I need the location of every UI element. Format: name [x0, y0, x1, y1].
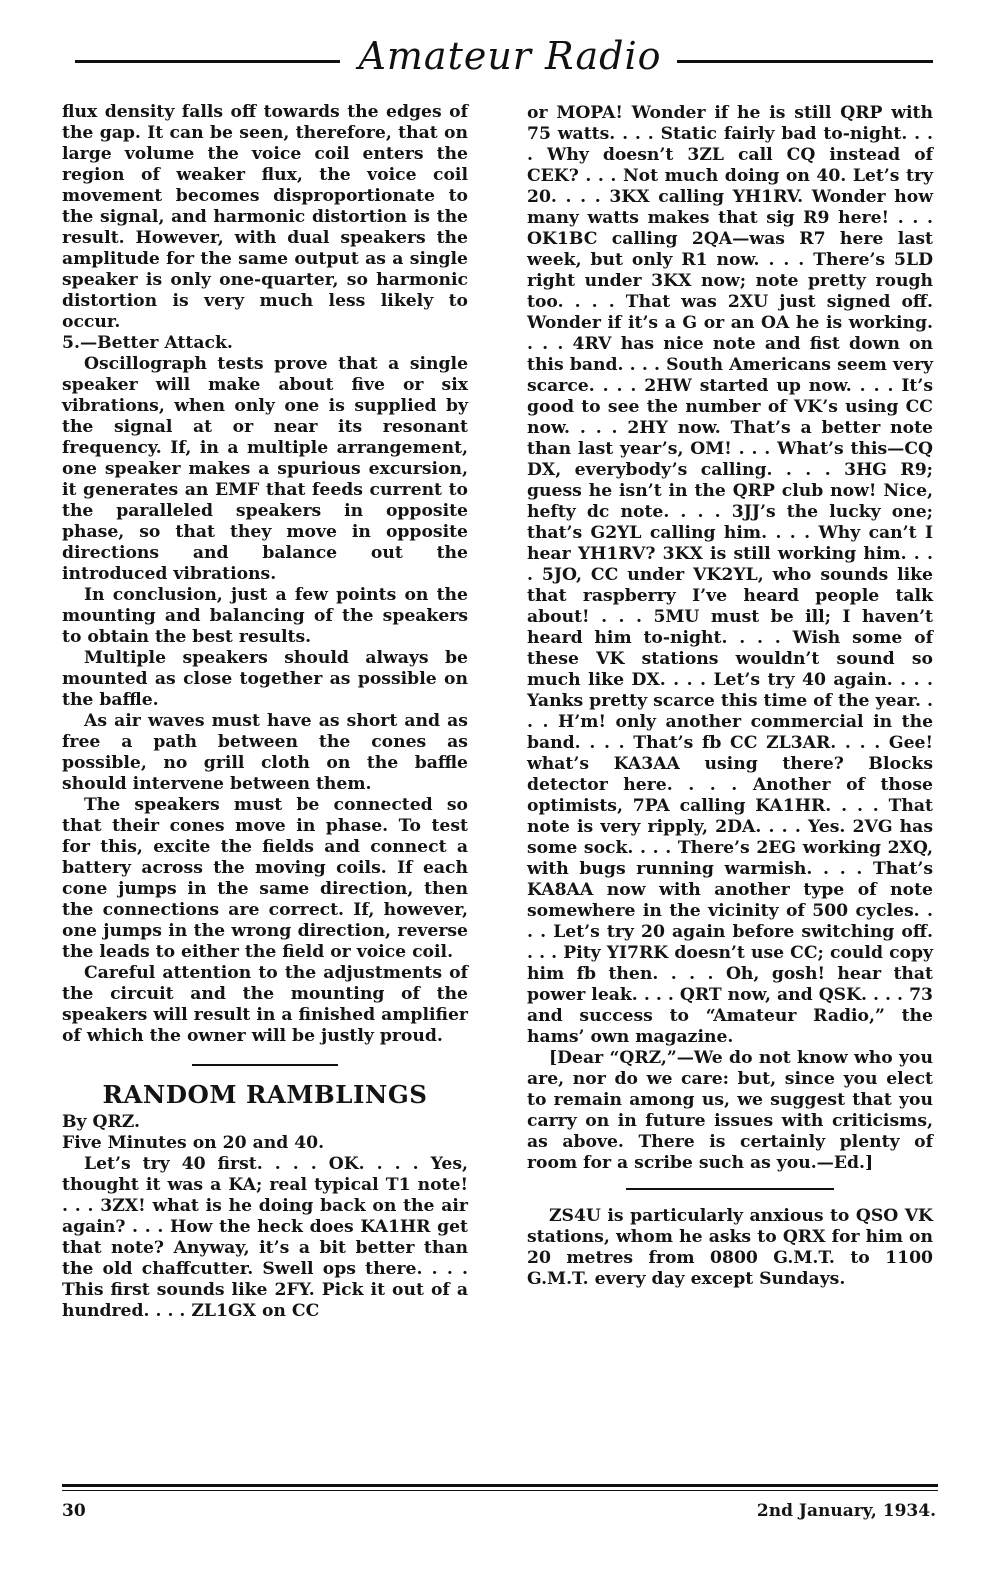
body-paragraph: In conclusion, just a few points on the mounting and balancing of the speakers to obtain the best results. — [62, 585, 468, 647]
masthead-rule-right — [677, 60, 933, 63]
article-subtitle: Five Minutes on 20 and 40. — [62, 1133, 325, 1153]
right-column — [527, 103, 933, 1290]
section-heading: 5.—Better Attack. — [62, 333, 233, 353]
notice-paragraph: ZS4U is particularly anxious to QSO VK stations, whom he asks to QRX for him on 20 metres from 0800 G.M.T. to 1100 G.M.T. every day except Sundays. — [527, 1206, 933, 1289]
issue-date: 2nd January, 1934. — [756, 1501, 936, 1521]
article-divider — [192, 1064, 338, 1066]
body-paragraph: The speakers must be connected so that their cones move in phase. To test for this, excite the fields and connect a battery across the moving coils. If each cone jumps in the same direction, then the connections are correct. If, however, one jumps in the wrong direction, reverse the leads to either the field or voice coil. — [62, 795, 468, 962]
left-column — [62, 102, 468, 1322]
body-paragraph: Multiple speakers should always be mounted as close together as possible on the baffle. — [62, 648, 468, 710]
footer-rule-thin — [62, 1490, 938, 1491]
article-title: RANDOM RAMBLINGS — [102, 1080, 428, 1109]
continued-paragraph: flux density falls off towards the edges of the gap. It can be seen, therefore, that on large volume the voice coil enters the region of weaker flux, the voice coil movement becomes disproportionate to the signal, and harmonic distortion is the result. However, with dual speakers the amplitude for the same output as a single speaker is only one-quarter, so harmonic distortion is very much less likely to occur. — [62, 102, 468, 332]
page-number: 30 — [62, 1501, 86, 1521]
body-paragraph: Careful attention to the adjustments of the circuit and the mounting of the speakers will result in a finished amplifier of which the owner will be justly proud. — [62, 963, 468, 1046]
masthead — [75, 34, 933, 78]
continued-paragraph: or MOPA! Wonder if he is still QRP with 75 watts. . . . Static fairly bad to-night. . . . Why doesn’t 3ZL call CQ instead of CEK? . . . Not much doing on 40. Let’s try 20. . . . 3KX calling YH1RV. Wonder how many watts makes that sig R9 here! . . . OK1BC calling 2QA—was R7 here last week, but only R1 now. . . . There’s 5LD right under 3KX now; note pretty rough too. . . . That was 2XU just signed off. Wonder if it’s a G or an OA he is working. . . . 4RV has nice note and fist down on this band. . . . South Americans seem very scarce. . . . 2HW started up now. . . . It’s good to see the number of VK’s using CC now. . . . 2HY now. That’s a better note than last year’s, OM! . . . What’s this—CQ DX, everybody’s calling. . . . 3HG R9; guess he isn’t in the QRP club now! Nice, hefty dc note. . . . 3JJ’s the lucky one; that’s G2YL calling him. . . . Why can’t I hear YH1RV? 3KX is still working him. . . . 5JO, CC under VK2YL, who sounds like that raspberry I’ve heard people talk about! . . . 5MU must be ill; I haven’t heard him to-night. . . . Wish some of these VK stations wouldn’t sound so much like DX. . . . Let’s try 40 again. . . . Yanks pretty scarce this time of the year. . . . H’m! only another commercial in the band. . . . That’s fb CC ZL3AR. . . . Gee! what’s KA3AA using there? Blocks detector here. . . . Another of those optimists, 7PA calling KA1HR. . . . That note is very ripply, 2DA. . . . Yes. 2VG has some sock. . . . There’s 2EG working 2XQ, with bugs running warmish. . . . That’s KA8AA now with another type of note somewhere in the vicinity of 500 cycles. . . . Let’s try 20 again before switching off. . . . Pity YI7RK doesn’t use CC; could copy him fb then. . . . Oh, gosh! hear that power leak. . . . QRT now, and QSK. . . . 73 and success to “Amateur Radio,” the hams’ own magazine. — [527, 103, 933, 1047]
body-paragraph: Oscillograph tests prove that a single speaker will make about five or six vibrations, when only one is supplied by the signal at or near its resonant frequency. If, in a multiple arrangement, one speaker makes a spurious excursion, it generates an EMF that feeds current to the paralleled speakers in opposite phase, so that they move in opposite directions and balance out the introduced vibrations. — [62, 354, 468, 584]
notice-divider — [626, 1188, 834, 1190]
article-opening-paragraph: Let’s try 40 first. . . . OK. . . . Yes, thought it was a KA; real typical T1 note! . . . 3ZX! what is he doing back on the air again? . . . How the heck does KA1HR get that note? Anyway, it’s a bit better than the old chaffcutter. Swell ops there. . . . This first sounds like 2FY. Pick it out of a hundred. . . . ZL1GX on CC — [62, 1154, 468, 1321]
footer-rule — [62, 1484, 938, 1487]
editor-note: [Dear “QRZ,”—We do not know who you are, nor do we care: but, since you elect to remain among us, we suggest that you carry on in future issues with criticisms, as above. There is certainly plenty of room for a scribe such as you.—Ed.] — [527, 1048, 933, 1173]
article-byline: By QRZ. — [62, 1112, 140, 1132]
masthead-title: Amateur Radio — [358, 34, 662, 78]
masthead-rule-left — [75, 60, 340, 63]
body-paragraph: As air waves must have as short and as free a path between the cones as possible, no grill cloth on the baffle should intervene between them. — [62, 711, 468, 794]
